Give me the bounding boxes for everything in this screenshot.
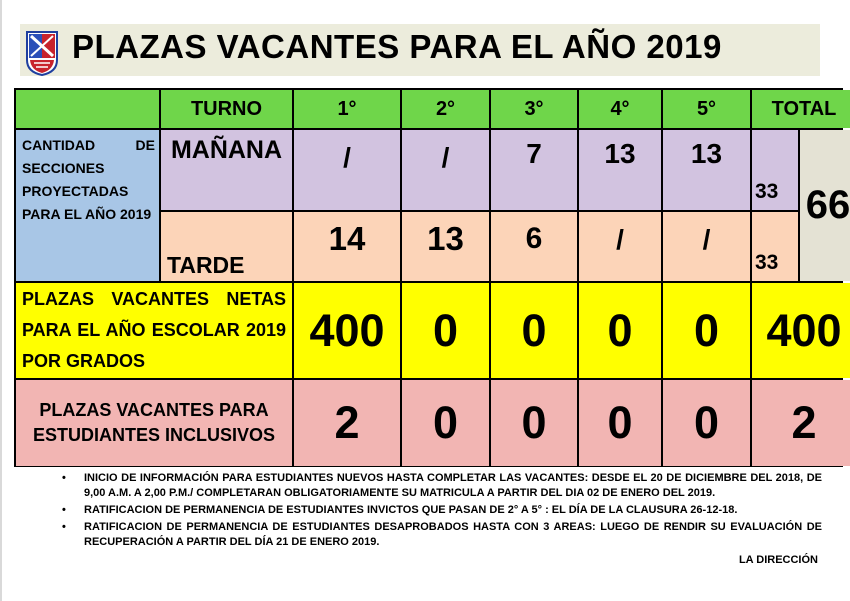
note-text: RATIFICACION DE PERMANENCIA DE ESTUDIANTES DESAPROBADOS HASTA CON 3 AREAS: LUEGO DE RENDIR SU EVALUACIÓN DE RECUPERACIÓN A PARTIR DEL DÍA 21 DE ENERO 2019. <box>84 521 822 548</box>
page-edge <box>0 0 2 601</box>
header-grade-1: 1° <box>294 90 400 128</box>
manana-grade-2: / <box>402 130 489 210</box>
note-item <box>62 471 822 501</box>
netas-grade-2: 0 <box>402 283 489 378</box>
inclusivos-grade-4: 0 <box>579 380 661 466</box>
manana-grade-1: / <box>294 130 400 210</box>
manana-grade-4: 13 <box>579 130 661 210</box>
header-turno: TURNO <box>161 90 292 128</box>
header-grade-5: 5° <box>663 90 750 128</box>
tarde-grade-3: 6 <box>491 212 577 281</box>
inclusivos-grade-5: 0 <box>663 380 750 466</box>
inclusivos-grade-1: 2 <box>294 380 400 466</box>
signature: LA DIRECCIÓN <box>738 554 818 566</box>
notes-list <box>62 471 822 552</box>
note-item <box>62 503 822 518</box>
inclusivos-grade-3: 0 <box>491 380 577 466</box>
manana-grade-5: 13 <box>663 130 750 210</box>
tarde-grade-4: / <box>579 212 661 281</box>
header-blank <box>16 90 159 128</box>
netas-total: 400 <box>752 283 850 378</box>
header-grade-4: 4° <box>579 90 661 128</box>
turno-manana: MAÑANA <box>161 130 292 210</box>
inclusivos-label: PLAZAS VACANTES PARA ESTUDIANTES INCLUSIVOS <box>16 380 292 466</box>
page-title: PLAZAS VACANTES PARA EL AÑO 2019 <box>72 28 722 65</box>
secciones-total: 66 <box>800 130 850 281</box>
school-crest-icon <box>25 30 59 76</box>
netas-grade-5: 0 <box>663 283 750 378</box>
turno-tarde: TARDE <box>161 212 292 281</box>
note-text: RATIFICACION DE PERMANENCIA DE ESTUDIANTES INVICTOS QUE PASAN DE 2° A 5° : EL DÍA DE LA CLAUSURA 26-12-18. <box>84 504 738 516</box>
netas-grade-3: 0 <box>491 283 577 378</box>
note-text: INICIO DE INFORMACIÓN PARA ESTUDIANTES NUEVOS HASTA COMPLETAR LAS VACANTES: DESDE EL 20 DE DICIEMBRE DEL 2018, DE 9,00 A.M. A 2,00 P.M./ COMPLETARAN OBLIGATORIAMENTE SU MATRICULA A PARTIR DEL DIA 02 DE ENERO DEL 2019. <box>84 472 822 499</box>
tarde-grade-1: 14 <box>294 212 400 281</box>
netas-grade-4: 0 <box>579 283 661 378</box>
bullet-icon: • <box>62 504 66 516</box>
tarde-grade-2: 13 <box>402 212 489 281</box>
inclusivos-grade-2: 0 <box>402 380 489 466</box>
tarde-grade-5: / <box>663 212 750 281</box>
netas-label: PLAZAS VACANTES NETAS PARA EL AÑO ESCOLAR 2019 POR GRADOS <box>16 283 292 378</box>
inclusivos-total: 2 <box>752 380 850 466</box>
bullet-icon: • <box>62 521 66 533</box>
note-item <box>62 520 822 550</box>
header-total: TOTAL <box>752 90 850 128</box>
secciones-label: CANTIDAD DE SECCIONES PROYECTADAS PARA EL AÑO 2019 <box>16 130 159 281</box>
vacancy-table <box>14 88 850 467</box>
tarde-total: 33 <box>752 212 798 281</box>
manana-total: 33 <box>752 130 798 210</box>
header-grade-3: 3° <box>491 90 577 128</box>
header-grade-2: 2° <box>402 90 489 128</box>
netas-grade-1: 400 <box>294 283 400 378</box>
manana-grade-3: 7 <box>491 130 577 210</box>
bullet-icon: • <box>62 472 66 484</box>
